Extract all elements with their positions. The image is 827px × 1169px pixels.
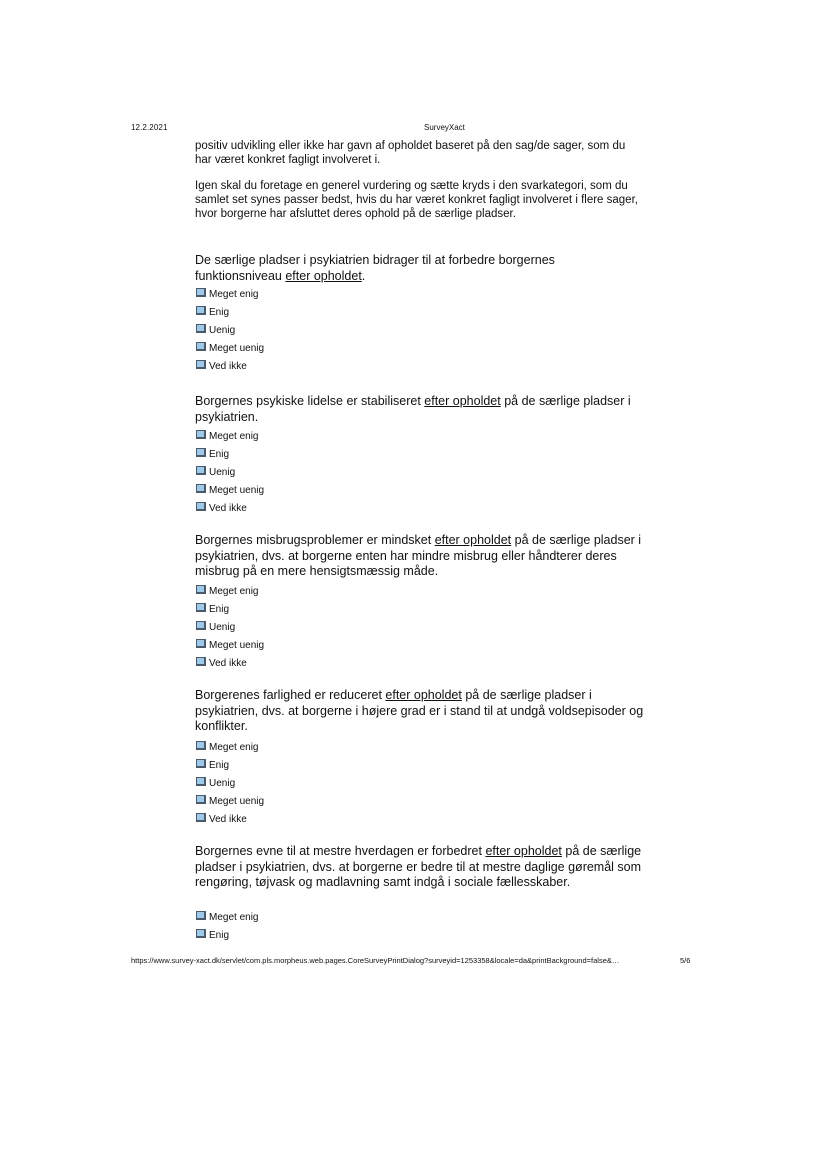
option-label: Ved ikke [209,657,247,669]
checkbox-icon[interactable] [196,306,206,315]
intro-paragraph-2: Igen skal du foretage en generel vurdering og sætte kryds i den svarkategori, som du samlet set synes passer bedst, hvis du har været konkret fagligt involveret i flere sager, hvor borgerne har afsluttet deres ophold på de særlige pladser. [195,180,638,220]
checkbox-icon[interactable] [196,741,206,750]
option-meget-enig[interactable] [196,908,258,926]
option-label: Meget uenig [209,795,265,807]
question-emphasis: efter opholdet [434,533,512,547]
question-text: De særlige pladser i psykiatrien bidrager til at forbedre borgernes funktionsniveau [195,253,555,283]
question-emphasis: efter opholdet [385,688,462,702]
option-label: Uenig [209,324,236,336]
question-emphasis: efter opholdet [285,268,362,283]
option-label: Enig [209,603,230,615]
option-meget-uenig[interactable] [196,792,264,810]
checkbox-icon[interactable] [196,813,206,822]
option-label: Meget enig [209,288,259,300]
option-meget-uenig[interactable] [196,636,264,654]
option-enig[interactable] [196,303,264,321]
option-meget-enig[interactable] [196,285,264,303]
question-text-end: på de særlige pladser i psykiatrien, dvs. at borgerne enten har mindre misbrug eller håndterer deres misbrug på en mere hensigtsmæssig måde. [195,533,642,578]
question-text-end: på de særlige pladser i psykiatrien, dvs. at borgerne i højere grad er i stand til at undgå voldsepisoder og konflikter. [195,688,644,733]
print-url: https://www.survey-xact.dk/servlet/com.pls.morpheus.web.pages.CoreSurveyPrintDialog?surveyid=1253358&locale=da&printBackground=false&… [131,956,620,965]
question-emphasis: efter opholdet [424,394,501,408]
option-enig[interactable] [196,445,264,463]
checkbox-icon[interactable] [196,342,206,351]
option-label: Uenig [209,466,236,478]
option-enig[interactable] [196,756,264,774]
option-label: Meget enig [209,430,259,442]
option-label: Uenig [209,621,236,633]
page-number: 5/6 [680,956,691,965]
option-enig[interactable] [196,926,258,944]
question-text: Borgernes psykiske lidelse er stabiliseret [195,394,425,408]
option-label: Ved ikke [209,360,247,372]
checkbox-icon[interactable] [196,639,206,648]
checkbox-icon[interactable] [196,777,206,786]
option-label: Uenig [209,777,236,789]
question-4-options [196,738,264,828]
option-uenig[interactable] [196,774,264,792]
option-label: Meget enig [209,911,259,923]
question-text: Borgerenes farlighed er reduceret [195,688,386,702]
option-label: Enig [209,306,230,318]
question-3-options [196,582,264,672]
checkbox-icon[interactable] [196,448,206,457]
checkbox-icon[interactable] [196,621,206,630]
print-title: SurveyXact [424,123,465,132]
question-emphasis: efter opholdet [485,844,562,858]
intro-paragraph-1: positiv udvikling eller ikke har gavn af opholdet baseret på den sag/de sager, som du har været konkret fagligt involveret i. [195,140,626,166]
question-text-end: på de særlige pladser i psykiatrien, dvs. at borgerne er bedre til at mestre daglige gøremål som rengøring, tøjvask og madlavning samt indgå i sociale fællesskaber. [195,844,642,889]
option-meget-enig[interactable] [196,738,264,756]
option-uenig[interactable] [196,463,264,481]
question-5-options [196,908,258,944]
checkbox-icon[interactable] [196,466,206,475]
option-uenig[interactable] [196,618,264,636]
option-label: Meget uenig [209,639,265,651]
checkbox-icon[interactable] [196,484,206,493]
question-3 [195,533,645,580]
option-ved-ikke[interactable] [196,499,264,517]
checkbox-icon[interactable] [196,911,206,920]
question-text-end: på de særlige pladser i psykiatrien. [195,394,631,424]
question-4 [195,688,645,735]
option-meget-enig[interactable] [196,427,264,445]
question-2 [195,394,645,425]
checkbox-icon[interactable] [196,603,206,612]
checkbox-icon[interactable] [196,430,206,439]
option-meget-uenig[interactable] [196,481,264,499]
checkbox-icon[interactable] [196,759,206,768]
print-date: 12.2.2021 [131,123,168,132]
option-ved-ikke[interactable] [196,357,264,375]
question-1 [195,253,645,284]
question-text-end: . [361,268,366,283]
question-1-options [196,285,264,375]
question-2-options [196,427,264,517]
option-label: Ved ikke [209,813,247,825]
checkbox-icon[interactable] [196,657,206,666]
option-label: Enig [209,759,230,771]
option-label: Meget enig [209,585,259,597]
option-label: Meget enig [209,741,259,753]
checkbox-icon[interactable] [196,502,206,511]
checkbox-icon[interactable] [196,929,206,938]
option-meget-uenig[interactable] [196,339,264,357]
checkbox-icon[interactable] [196,288,206,297]
option-label: Enig [209,929,230,941]
checkbox-icon[interactable] [196,324,206,333]
option-meget-enig[interactable] [196,582,264,600]
question-text: Borgernes evne til at mestre hverdagen er forbedret [195,844,486,858]
question-text: Borgernes misbrugsproblemer er mindsket [195,533,435,547]
option-label: Meget uenig [209,342,265,354]
option-label: Enig [209,448,230,460]
checkbox-icon[interactable] [196,585,206,594]
option-enig[interactable] [196,600,264,618]
option-label: Meget uenig [209,484,265,496]
question-5 [195,844,645,891]
checkbox-icon[interactable] [196,795,206,804]
option-ved-ikke[interactable] [196,654,264,672]
option-uenig[interactable] [196,321,264,339]
checkbox-icon[interactable] [196,360,206,369]
option-label: Ved ikke [209,502,247,514]
option-ved-ikke[interactable] [196,810,264,828]
